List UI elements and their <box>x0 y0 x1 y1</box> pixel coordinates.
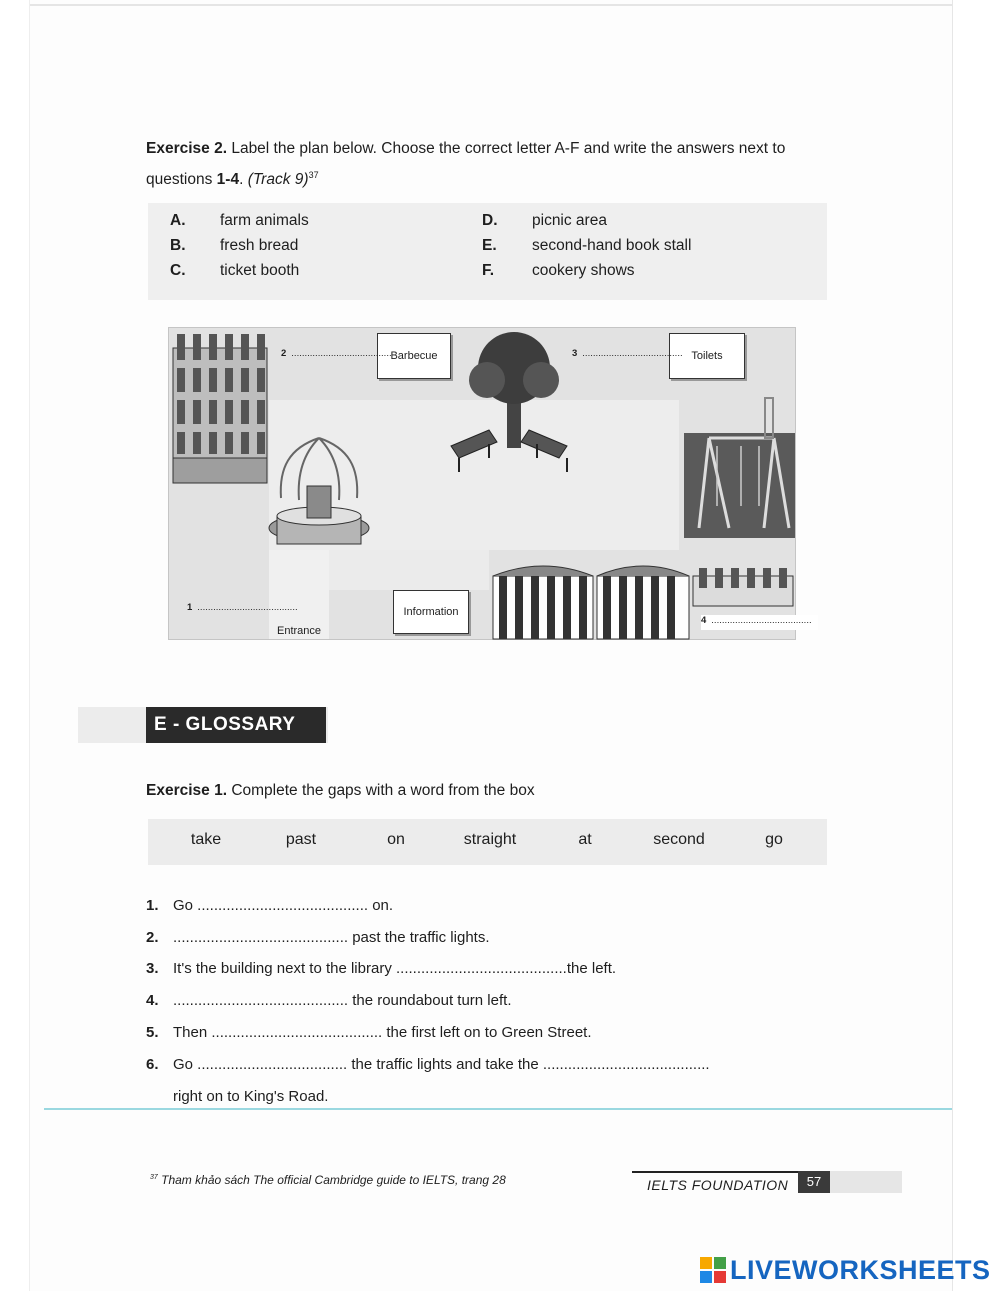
worksheet-page <box>30 0 952 1291</box>
liveworksheets-logo-icon <box>700 1257 726 1283</box>
question-number: 1. <box>146 897 159 914</box>
question-text: Then ......................................... the first left on to Green Street. <box>173 1024 592 1041</box>
divider-line <box>44 1108 952 1110</box>
option-letter: B. <box>170 237 186 254</box>
question-number: 5. <box>146 1024 159 1041</box>
option-letter: A. <box>170 212 186 229</box>
word-go: go <box>765 831 783 848</box>
option-text: fresh bread <box>220 237 299 254</box>
option-letter: D. <box>482 212 498 229</box>
word-box <box>148 819 827 865</box>
question-5[interactable] <box>146 1022 592 1044</box>
liveworksheets-brand[interactable] <box>700 1254 991 1286</box>
glossary-section-header <box>78 707 328 743</box>
gap-number: 2 <box>281 348 287 359</box>
exercise2-dot: . <box>239 171 248 189</box>
gap-number: 4 <box>701 615 707 626</box>
exercise1-text: Complete the gaps with a word from the box <box>227 782 535 799</box>
word-on: on <box>387 831 405 848</box>
word-at: at <box>578 831 592 848</box>
book-title: IELTS FOUNDATION <box>647 1177 789 1193</box>
question-2[interactable] <box>146 927 490 949</box>
option-text: picnic area <box>532 212 607 229</box>
exercise2-instructions <box>146 136 836 193</box>
footnote-text: Tham khảo sách The official Cambridge guide to IELTS, trang 28 <box>157 1173 506 1187</box>
question-4[interactable] <box>146 990 511 1012</box>
question-text: Go .................................... the traffic lights and take the ........................................ <box>173 1056 710 1073</box>
gap-dots: ...................................... <box>582 348 683 359</box>
exercise2-text: Label the plan below. Choose the correct letter A-F and write the answers next to questions <box>146 140 786 189</box>
question-number: 6. <box>146 1056 159 1073</box>
question-text: Go ......................................... on. <box>173 897 394 914</box>
option-text: cookery shows <box>532 262 635 279</box>
footer-bar <box>632 1171 902 1198</box>
question-3[interactable] <box>146 958 616 980</box>
word-take: take <box>190 831 222 848</box>
word-second: second <box>653 831 705 848</box>
word-past: past <box>285 831 317 848</box>
footnote-ref: 37 <box>308 170 319 180</box>
question-text: .......................................... past the traffic lights. <box>173 929 490 946</box>
gap-4[interactable] <box>701 615 818 630</box>
question-number: 2. <box>146 929 159 946</box>
question-text: It's the building next to the library .........................................the left. <box>173 960 617 977</box>
lower-path <box>329 550 489 590</box>
question-text: .......................................... the roundabout turn left. <box>173 992 512 1009</box>
page-number: 57 <box>798 1171 830 1193</box>
option-text: second-hand book stall <box>532 237 692 254</box>
question-number: 3. <box>146 960 159 977</box>
footer-grey-block <box>830 1171 902 1193</box>
option-letter: E. <box>482 237 497 254</box>
exercise2-label: Exercise 2. <box>146 140 228 157</box>
brand-name: LIVEWORKSHEETS <box>730 1254 991 1285</box>
toilets-label: Toilets <box>669 333 745 379</box>
gap-number: 1 <box>187 602 193 613</box>
barbecue-label: Barbecue <box>377 333 451 379</box>
gap-dots: ...................................... <box>197 602 298 613</box>
left-stalls-image <box>173 334 267 483</box>
word-straight: straight <box>463 831 517 848</box>
top-rule <box>30 4 952 6</box>
gap-number: 3 <box>572 348 578 359</box>
option-letter: C. <box>170 262 186 279</box>
gap-dots: ...................................... <box>291 348 392 359</box>
options-box <box>148 203 827 300</box>
information-label: Information <box>393 590 469 634</box>
exercise1-instructions <box>146 779 535 803</box>
exercise2-track: (Track 9) <box>247 171 309 189</box>
option-letter: F. <box>482 262 495 279</box>
entrance-label: Entrance <box>277 625 322 637</box>
exercise2-range: 1-4 <box>216 171 240 189</box>
question-6-continuation: right on to King's Road. <box>173 1088 329 1105</box>
swings-image <box>684 398 795 538</box>
gap-dots: ...................................... <box>711 615 812 626</box>
option-text: farm animals <box>220 212 309 229</box>
question-number: 4. <box>146 992 159 1009</box>
exercise1-label: Exercise 1. <box>146 782 228 799</box>
gap-3[interactable] <box>572 348 683 359</box>
gap-1[interactable] <box>187 602 298 613</box>
question-1[interactable] <box>146 895 393 917</box>
option-text: ticket booth <box>220 262 300 279</box>
footnote-number: 37 <box>150 1174 158 1181</box>
section-title: E - GLOSSARY <box>146 707 326 743</box>
footnote <box>150 1173 506 1187</box>
event-plan-map <box>168 327 812 640</box>
gap-2[interactable] <box>281 348 392 359</box>
question-6[interactable] <box>146 1054 710 1076</box>
